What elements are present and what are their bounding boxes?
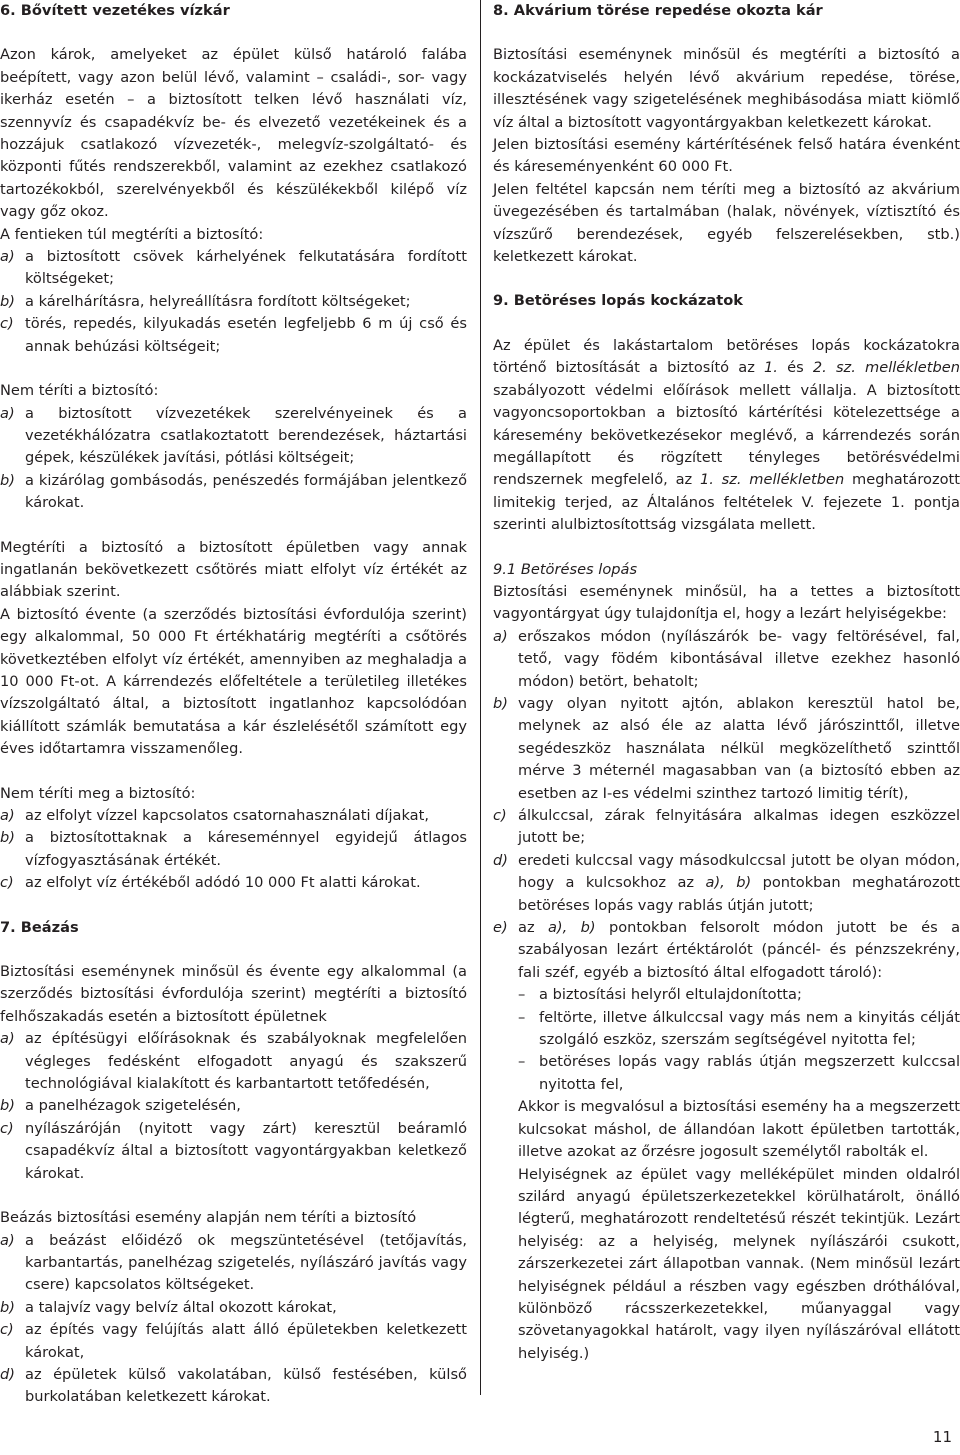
list-item: b) a kizárólag gombásodás, penészedés formájában jelentkező károkat. [0,471,467,512]
list-item: c) az építés vagy felújítás alatt álló épületekben keletkezett károkat, [0,1321,467,1361]
section-6-paragraph: Megtéríti a biztosító a biztosított épületben vagy annak ingatlanán bekövetkezett csőtörés miatt elfolyt víz értékét az alábbiak szerint. [0,538,467,601]
section-6-paragraph: Nem téríti meg a biztosító: [0,784,196,802]
section-7-paragraph: Biztosítási eseménynek minősül és évente egy alkalommal (a szerződés biztosítási évfordulója szerint) megtéríti a biztosító felhőszakadás esetén a biztosított épületnek [0,963,467,1025]
section-7-paragraph: Beázás biztosítási esemény alapján nem téríti a biztosító [0,1209,417,1227]
list-item: a) az elfolyt vízzel kapcsolatos csatornahasználati díjakat, [0,807,429,824]
list-item: b) a biztosítottaknak a káreseménnyel egyidejű átlagos vízfogyasztásának értékét. [0,829,467,869]
list-item: b) vagy olyan nyitott ajtón, ablakon keresztül hatol be, melynek az alsó éle az alatta lévő járószinttől, illetve segédeszköz használata nélkül megközelíthető szinttől mérve 3 méternél magasabban van (a biztosító ebben az esetben az I-es védelmi szinthez tartozó limitig térít), [493,694,960,802]
section-6-list-excluded [0,403,467,515]
list-item: a) a biztosított vízvezetékek szerelvényeinek és a vezetékhálózatra csatlakoztatott berendezések, háztartási gépek, készülékek javítási, pótlási költségeit; [0,404,467,467]
section-6-list-water [0,805,467,895]
section-6-paragraph: A biztosító évente (a szerződés biztosítási évfordulója szerint) egy alkalommal, 50 000 Ft értékhatárig megtéríti a csőtörés következtében elfolyt víz értékét, amennyiben az meghaladja a 10 000 Ft-ot. A kárrendezés előfeltétele a területileg illetékes vízszolgáltató által, a biztosított ingatlanhoz kapcsolódóan kiállított számlák bemutatása a kár észlelésétől számított egy éves időtartamra visszamenőleg. [0,605,467,758]
page-number: 11 [932,1428,952,1446]
list-item: c) nyílászáróján (nyitott vagy zárt) keresztül beáramló csapadékvíz által a biztosított vagyontárgyakban keletkező károkat. [0,1119,467,1182]
section-9-1-paragraph: Helyiségnek az épület vagy melléképület minden oldalról szilárd anyagú épületszerkezetekkel körülhatárolt, önálló légterű, meghatározott rendeltetésű részét tekintjük. Lezárt helyiség: az a helyiség, melynek nyílászárói csukott, zárszerkezetei zárt állapotban vannak. (Nem minősül lezárt helyiségnek például a részben vagy egészben dróthálóval, különböző rácsszerkezetekkel, műanyaggal vagy szövetanyagokkal határolt, vagy ilyen nyílászáróval ellátott helyiség.) [518,1165,960,1362]
section-7-list-covered [0,1028,467,1185]
list-item: e) az a), b) pontokban felsorolt módon jutott be és a szabályosan lezárt értéktárolót (páncél- és pénzszekrény, fali széf, egyéb a biztosító által elfogadott tároló): [493,919,960,981]
section-7-list-excluded [0,1230,467,1409]
section-8-paragraph: Jelen biztosítási esemény kártérítésének felső határa évenként és káreseményenként 60 000 Ft. [493,136,960,176]
section-6-paragraph: Azon károk, amelyeket az épület külső határoló falába beépített, vagy azon belül lévő, valamint – családi-, sor- vagy ikerház esetén – a biztosított telken lévő használati víz, szennyvíz és csapadékvíz be- és elvezető vezetékeinek és a hozzájuk csatlakozó vízvezeték-, melegvíz-szolgáltató- és központi fűtés rendszerekből, valamint az ezekhez csatlakozó tartozékokból, szerelvényekből és készülékekből kilépő víz vagy gőz okoz. [0,46,467,221]
section-9-1-title: 9.1 Betöréses lopás [493,560,638,578]
list-item: c) törés, repedés, kilyukadás esetén legfeljebb 6 m új cső és annak behúzási költségeit; [0,315,467,355]
dash-item: – feltörte, illetve álkulccsal vagy más nem a kinyitás célját szolgáló eszköz, szerszám segítségével nyitotta fel; [518,1008,960,1049]
section-6-title: 6. Bővített vezetékes vízkár [0,2,230,19]
list-item: a) az építésügyi előírásoknak és szabályoknak megfelelően végleges fedésként elfogadott anyagú és szakszerű technológiával kialakított és karbantartott tetőfedésén, [0,1030,467,1093]
section-9-1-list [493,626,960,985]
list-item: d) az épületek külső vakolatában, külső festésében, külső burkolatában keletkezett károkat. [0,1365,467,1406]
list-item: a) a biztosított csövek kárhelyének felkutatására fordított költségeket; [0,248,467,288]
list-item: d) eredeti kulccsal vagy másodkulccsal jutott be olyan módon, hogy a kulcsokhoz az a), b) pontokban meghatározott betöréses lopás vagy rablás útján jutott; [493,851,960,914]
list-item: c) az elfolyt víz értékéből adódó 10 000 Ft alatti károkat. [0,874,421,892]
section-6-paragraph: A fentieken túl megtéríti a biztosító: [0,225,264,243]
dash-item: – a biztosítási helyről eltulajdonította; [518,986,802,1004]
section-7-title: 7. Beázás [0,918,79,936]
list-item: b) a panelhézagok szigetelésén, [0,1097,241,1115]
dash-item: – betöréses lopás vagy rablás útján megszerzett kulccsal nyitotta fel, [518,1053,960,1093]
left-column [0,0,467,1409]
section-9-title: 9. Betöréses lopás kockázatok [493,292,743,310]
section-8-paragraph: Biztosítási eseménynek minősül és megtéríti a biztosító a kockázatviselés helyén lévő akvárium repedése, törése, illesztésének vagy szigetelésének meghibásodása miatt kiömlő víz által a biztosított vagyontárgyakban keletkezett károkat. [493,46,960,131]
dash-list [493,984,960,1096]
column-divider [480,0,481,1395]
list-item: b) a talajvíz vagy belvíz által okozott károkat, [0,1298,337,1316]
list-item: b) a kárelhárításra, helyreállításra fordított költségeket; [0,292,411,310]
list-item: a) erőszakos módon (nyílászárók be- vagy feltörésével, fal, tető, vagy födém kibontásával illetve ezekhez hasonló módon) betört, behatolt; [493,627,960,690]
section-6-paragraph: Nem téríti a biztosító: [0,382,159,400]
section-9-1-paragraph: Biztosítási eseménynek minősül, ha a tettes a biztosított vagyontárgyat úgy tulajdonítja el, hogy a lezárt helyiségekbe: [493,582,960,623]
list-item: c) álkulccsal, zárak felnyitására alkalmas idegen eszközzel jutott be; [493,807,960,847]
section-8-paragraph: Jelen feltétel kapcsán nem téríti meg a biztosító az akvárium üvegezésében és tartalmában (halak, növények, víztisztító és vízszűrő berendezések, egyéb felszerelésekben, stb.) keletkezett károkat. [493,180,960,266]
list-item: a) a beázást előidéző ok megszüntetésével (tetőjavítás, karbantartás, panelhézag szigetelés, nyílászáró javítás vagy csere) kapcsolatos költségeket. [0,1231,467,1294]
right-column [493,0,960,1365]
section-9-1-paragraph: Akkor is megvalósul a biztosítási esemény ha a megszerzett kulcsokat máshol, de állandóan lakott épületben tartották, illetve azokat az őrzésre jogosult személytől rabolták el. [518,1098,960,1161]
section-6-list-covered [0,246,467,358]
section-9-paragraph: Az épület és lakástartalom betöréses lopás kockázatokra történő biztosítását a biztosító az 1. és 2. sz. mellékletben szabályozott védelmi előírások mellett vállalja. A biztosított vagyoncsoportokban a biztosító kártérítési kötelezettsége a káresemény bekövetkezésekor meglévő, a kárrendezés során megállapított és rögzített tényleges betörésvédelmi rendszernek megfelelő, az 1. sz. mellékletben meghatározott limitekig terjed, az Általános feltételek V. fejezete 1. pontja szerinti alulbiztosítottság vizsgálata mellett. [493,336,960,534]
section-8-title: 8. Akvárium törése repedése okozta kár [493,2,823,19]
